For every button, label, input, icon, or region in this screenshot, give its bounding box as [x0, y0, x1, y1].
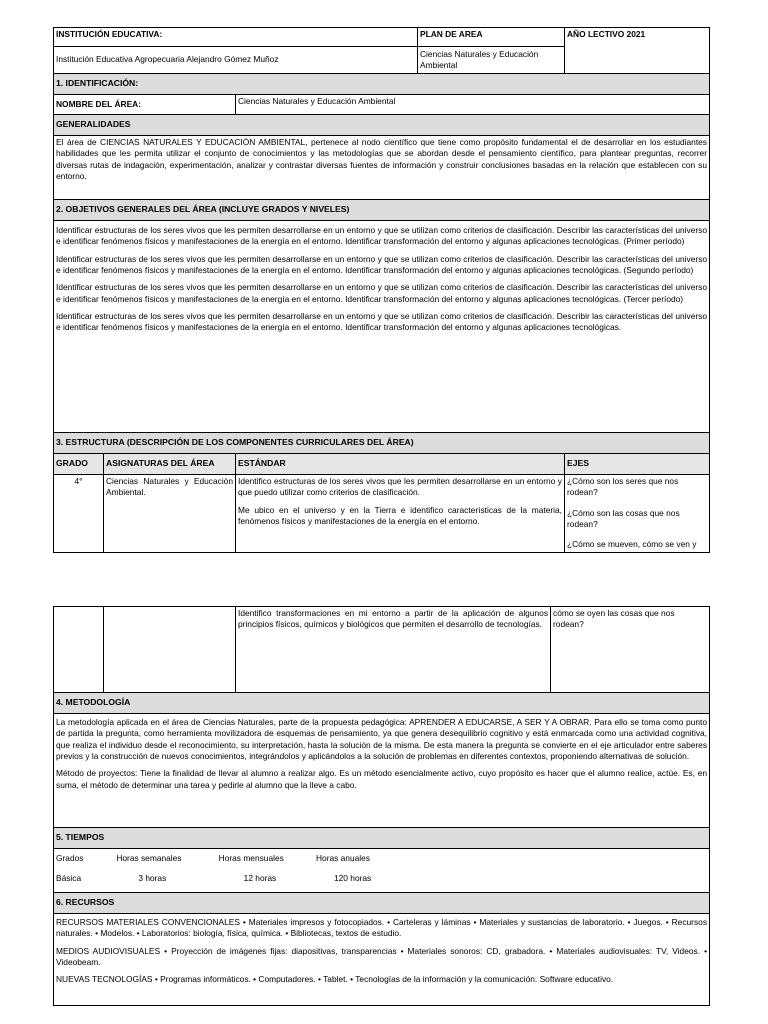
plan-label: PLAN DE AREA: [418, 28, 565, 47]
eje-1: ¿Cómo son los seres que nos rodean?: [567, 476, 679, 498]
section-metodologia: 4. METODOLOGÍA: [54, 693, 710, 714]
asignatura-empty: [104, 607, 236, 693]
objetivo-item: Identificar estructuras de los seres vivos que les permiten desarrollarse en un entorno y que se utilizan como criterios de clasificación. Describir las características del universo e identificar fenómenos físicos y manifestaciones de la energía en el entorno. Identificar transformación del entorno y algunas aplicaciones tecnológicas. (Primer período): [56, 225, 707, 247]
section-recursos: 6. RECURSOS: [54, 893, 710, 914]
institution-value: Institución Educativa Agropecuaria Alejandro Gómez Muñoz: [54, 47, 418, 74]
grado-value: 4°: [54, 475, 104, 553]
col-asignaturas: ASIGNATURAS DEL ÁREA: [104, 454, 236, 475]
tiempos-v-semanales: 3 horas: [138, 873, 167, 883]
eje-2: ¿Cómo son las cosas que nos rodean?: [567, 507, 680, 530]
objetivo-item: Identificar estructuras de los seres vivos que les permiten desarrollarse en un entorno y que se utilizan como criterios de clasificación. Describir las características del universo e identificar fenómenos físicos y manifestaciones de la energía en el entorno. Identificar transformación del entorno y algunas aplicaciones tecnológicas. (Segundo período): [56, 253, 707, 276]
objetivos-list: [54, 221, 710, 433]
recursos-materiales: RECURSOS MATERIALES CONVENCIONALES • Materiales impresos y fotocopiados. • Carteleras y láminas • Materiales y sustancias de laboratorio. • Juegos. • Recursos naturales. • Modelos. • Laboratorios: biología, física, química. • Bibliotecas, textos de estudio.: [56, 917, 708, 939]
tiempos-cell: [54, 849, 710, 893]
recursos-tecnologias: NUEVAS TECNOLOGÍAS • Programas informáticos. • Computadores. • Tablet. • Tecnologías de la información y la comunicación. Software educativo.: [56, 974, 614, 985]
plan-table-2: [53, 606, 710, 1006]
estandar-3: Identifico transformaciones en mi entorno a partir de la aplicación de algunos principios físicos, químicos y biológicos que permiten el desarrollo de tecnologías.: [236, 607, 551, 693]
tiempos-v-mensuales: 12 horas: [243, 873, 277, 883]
tiempos-h-mensuales: Horas mensuales: [218, 853, 284, 863]
metodologia-p1: La metodología aplicada en el área de Ciencias Naturales, parte de la propuesta pedagógica: APRENDER A EDUCARSE, A SER Y A OBRAR. Para ello se toma como punto de partida la pregunta, como herramienta movilizadora de esquemas de pensamiento, ya que genera desequilibrio cognitivo y está enmarcada como una actividad cognitiva, que realiza el individuo desde el reconocimiento, su interpretación, hasta la solución de la misma. De esta manera la pregunta se convierte en el eje articulador entre saberes previos y la construcción de nuevos conocimientos, integrándolos y aplicándolos a la solución de problemas en diferentes contextos, proponiendo alternativas de solución.: [56, 717, 708, 762]
estandar-2: Me ubico en el universo y en la Tierra e identifico características de la materia, fenómenos físicos y manifestaciones de la energía en el entorno.: [238, 504, 562, 527]
col-grado: GRADO: [54, 454, 104, 475]
plan-table-1: [53, 27, 710, 553]
ejes-cell: [565, 475, 710, 553]
estandar-1: Identifico estructuras de los seres vivos que les permiten desarrollarse en un entorno y que puedo utilizar como criterios de clasificación.: [238, 476, 562, 498]
metodologia-p2: Método de proyectos: Tiene la finalidad de llevar al alumno a realizar algo. Es un método esencialmente activo, cuyo propósito es hacer que el alumno realice, actúe. Es, en suma, el método de determinar una tarea y pedirle al alumno que la lleve a cabo.: [56, 768, 708, 790]
tiempos-h-anuales: Horas anuales: [315, 853, 370, 863]
tiempos-h-grados: Grados: [56, 853, 84, 863]
institution-label: INSTITUCIÓN EDUCATIVA:: [54, 28, 418, 47]
section-tiempos: 5. TIEMPOS: [54, 828, 710, 849]
area-name-value: Ciencias Naturales y Educación Ambiental: [236, 95, 710, 115]
section-estructura: 3. ESTRUCTURA (DESCRIPCIÓN DE LOS COMPONENTES CURRICULARES DEL ÁREA): [54, 433, 710, 454]
recursos-text: [54, 914, 710, 1006]
tiempos-v-anuales: 120 horas: [333, 873, 372, 883]
col-estandar: ESTÁNDAR: [236, 454, 565, 475]
tiempos-h-semanales: Horas semanales: [116, 853, 182, 863]
estandar-cell: [236, 475, 565, 553]
generalidades-text: El área de CIENCIAS NATURALES Y EDUCACIÓN AMBIENTAL, pertenece al nodo científico que tiene como propósito fundamental el de desarrollar en los estudiantes habilidades que les permita utilizar el conjunto de conocimientos y las metodologías que se abordan desde el pensamiento científico, para plantear preguntas, recorrer diversas rutas de indagación, experimentación, analizar y contrastar diversas fuentes de información y construir conclusiones basadas en la relación que establecen con su entorno.: [54, 136, 710, 200]
asignatura-value: Ciencias Naturales y Educación Ambiental.: [104, 475, 236, 553]
metodologia-text: [54, 714, 710, 828]
recursos-audiovisuales: MEDIOS AUDIOVISUALES • Proyección de imágenes fijas: diapositivas, transparencias • Materiales sonoros: CD, grabadora. • Materiales audiovisuales: TV, Videos. • Videobeam.: [56, 945, 708, 968]
grado-empty: [54, 607, 104, 693]
plan-value: Ciencias Naturales y Educación Ambiental: [418, 47, 565, 74]
section-objetivos: 2. OBJETIVOS GENERALES DEL ÁREA (INCLUYE GRADOS Y NIVELES): [54, 200, 710, 221]
eje-3-continued: cómo se oyen las cosas que nos rodean?: [551, 607, 710, 693]
section-generalidades: GENERALIDADES: [54, 115, 710, 136]
tiempos-v-grados: Básica: [56, 873, 82, 883]
plan-page-part-1: [53, 27, 709, 553]
objetivo-item: Identificar estructuras de los seres vivos que les permiten desarrollarse en un entorno y que se utilizan como criterios de clasificación. Describir las características del universo e identificar fenómenos físicos y manifestaciones de la energía en el entorno. Identificar transformación del entorno y algunas aplicaciones tecnológicas. (Tercer período): [56, 282, 707, 304]
section-identificacion: 1. IDENTIFICACIÓN:: [54, 74, 710, 95]
area-name-label: NOMBRE DEL ÁREA:: [54, 95, 236, 115]
eje-3: ¿Cómo se mueven, cómo se ven y: [567, 539, 697, 550]
objetivo-item: Identificar estructuras de los seres vivos que les permiten desarrollarse en un entorno y que se utilizan como criterios de clasificación. Describir las características del universo e identificar fenómenos físicos y manifestaciones de la energía en el entorno. Identificar transformación del entorno y algunas aplicaciones tecnológicas.: [56, 311, 707, 333]
col-ejes: EJES: [565, 454, 710, 475]
year-label: AÑO LECTIVO 2021: [565, 28, 710, 74]
plan-page-part-2: [53, 606, 709, 1006]
